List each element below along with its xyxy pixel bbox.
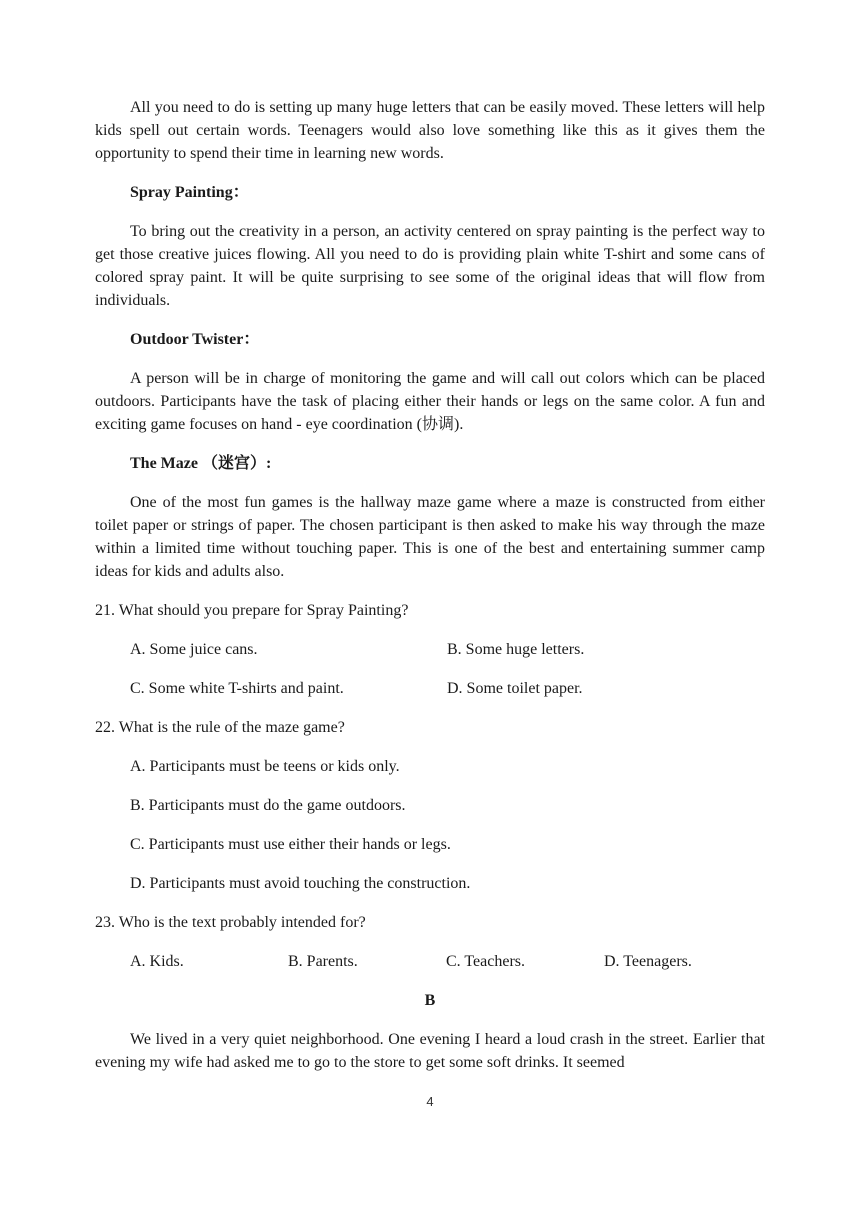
- page-number: 4: [426, 1094, 434, 1109]
- question-21-options-row-1: [95, 638, 765, 661]
- section-b-label: B: [424, 992, 436, 1009]
- question-22-option-c: C. Participants must use either their hands or legs.: [130, 836, 451, 853]
- question-22-stem: 22. What is the rule of the maze game?: [95, 719, 345, 736]
- section-body-outdoor-twister: A person will be in charge of monitoring the game and will call out colors which can be placed outdoors. Participants have the task of placing either their hands or legs on the same color. A fun and exciting game focuses on hand - eye coordination (协调).: [95, 370, 765, 433]
- question-21-option-c: C. Some white T-shirts and paint.: [130, 680, 344, 697]
- question-23-stem: 23. Who is the text probably intended for?: [95, 914, 366, 931]
- question-23-option-b: B. Parents.: [288, 953, 358, 970]
- question-23-option-d: D. Teenagers.: [604, 953, 692, 970]
- question-22-option-b: B. Participants must do the game outdoors.: [130, 797, 406, 814]
- section-b-opening-paragraph: We lived in a very quiet neighborhood. One evening I heard a loud crash in the street. Earlier that evening my wife had asked me to go to the store to get some soft drinks. It seemed: [95, 1031, 765, 1071]
- section-heading-the-maze: The Maze （迷宫）:: [130, 455, 272, 472]
- question-21-option-d: D. Some toilet paper.: [447, 680, 583, 697]
- question-23-options-row: [95, 950, 765, 973]
- question-21-option-b: B. Some huge letters.: [447, 641, 585, 658]
- question-21-option-a: A. Some juice cans.: [130, 641, 258, 658]
- question-22-option-d: D. Participants must avoid touching the construction.: [130, 875, 471, 892]
- question-21-options-row-2: [95, 677, 765, 700]
- question-21-stem: 21. What should you prepare for Spray Painting?: [95, 602, 409, 619]
- section-body-spray-painting: To bring out the creativity in a person, an activity centered on spray painting is the perfect way to get those creative juices flowing. All you need to do is providing plain white T-shirt and some cans of colored spray paint. It will be quite surprising to see some of the original ideas that will flow from individuals.: [95, 223, 765, 309]
- question-23-option-a: A. Kids.: [130, 953, 184, 970]
- question-23-option-c: C. Teachers.: [446, 953, 525, 970]
- document-page: [95, 96, 765, 1090]
- question-22-option-a: A. Participants must be teens or kids only.: [130, 758, 400, 775]
- section-heading-outdoor-twister: Outdoor Twister：: [130, 331, 260, 348]
- intro-paragraph: All you need to do is setting up many huge letters that can be easily moved. These letters will help kids spell out certain words. Teenagers would also love something like this as it gives them the opportunity to spend their time in learning new words.: [95, 99, 765, 162]
- section-body-the-maze: One of the most fun games is the hallway maze game where a maze is constructed from either toilet paper or strings of paper. The chosen participant is then asked to make his way through the maze within a limited time without touching paper. This is one of the best and entertaining summer camp ideas for kids and adults also.: [95, 494, 765, 580]
- section-heading-spray-painting: Spray Painting：: [130, 184, 249, 201]
